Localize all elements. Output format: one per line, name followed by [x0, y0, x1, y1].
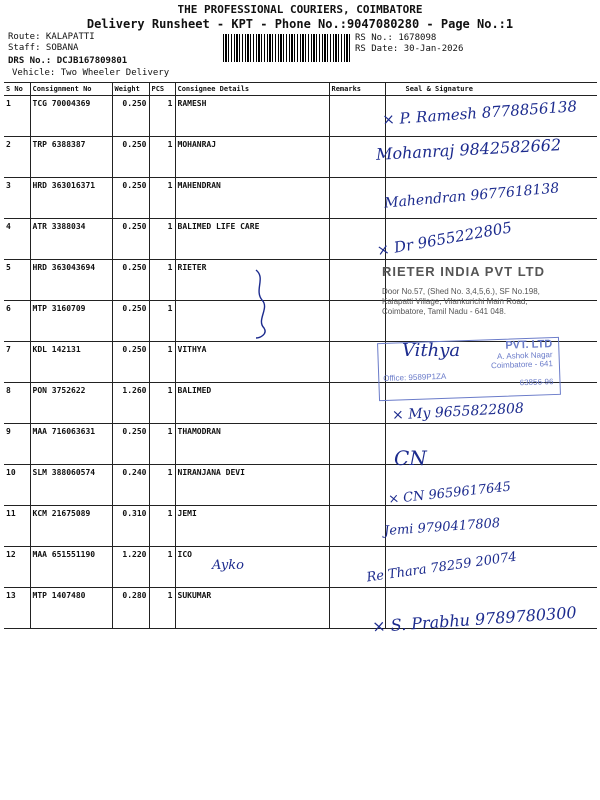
vithya-stamp-line-3: Office: 9589P1ZA	[383, 371, 447, 383]
remarks-cell	[329, 178, 385, 219]
rieter-stamp-name: RIETER INDIA PVT LTD	[382, 264, 545, 279]
cno-cell: SLM 388060574	[30, 465, 112, 506]
route-label: Route: KALAPATTI	[8, 32, 95, 42]
sno-cell: 7	[4, 342, 30, 383]
signature-row-13: × S. Prabhu 9789780300	[371, 602, 578, 637]
pcs-cell: 1	[149, 301, 175, 342]
cno-cell: PON 3752622	[30, 383, 112, 424]
sno-cell: 13	[4, 588, 30, 629]
vithya-stamp-line-4: 63856-96	[519, 377, 554, 388]
sno-cell: 10	[4, 465, 30, 506]
consignee-cell: NIRANJANA DEVI	[175, 465, 329, 506]
signature-row-4: × Dr 9655222805	[375, 218, 514, 260]
rieter-stamp-line-2: Kalapatti Village, Vilankurichi Main Road,	[382, 297, 528, 306]
signature-row-10: × CN 9659617645	[387, 479, 512, 508]
weight-cell: 0.250	[112, 424, 149, 465]
consignee-cell: ICO	[175, 547, 329, 588]
rieter-stamp-line-1: Door No.57, (Shed No. 3,4,5,6.), SF No.198,	[382, 287, 540, 296]
vithya-stamp-line-1: A. Ashok Nagar	[496, 350, 553, 362]
weight-cell: 0.250	[112, 260, 149, 301]
weight-cell: 0.250	[112, 301, 149, 342]
table-row	[4, 424, 597, 465]
consignee-cell: MAHENDRAN	[175, 178, 329, 219]
pcs-cell: 1	[149, 137, 175, 178]
weight-cell: 0.280	[112, 588, 149, 629]
pcs-cell: 1	[149, 506, 175, 547]
table-header-row	[4, 83, 597, 96]
page-title: THE PROFESSIONAL COURIERS, COIMBATORE	[177, 3, 423, 16]
pcs-cell: 1	[149, 424, 175, 465]
cno-cell: MAA 651551190	[30, 547, 112, 588]
drs-label: DRS No.: DCJB167809801	[8, 56, 128, 66]
consignee-cell: RIETER	[175, 260, 329, 301]
rieter-stamp-line-3: Coimbatore, Tamil Nadu - 641 048.	[382, 307, 506, 316]
remarks-cell	[329, 260, 385, 301]
sno-cell: 11	[4, 506, 30, 547]
sno-cell: 9	[4, 424, 30, 465]
sno-cell: 8	[4, 383, 30, 424]
pcs-cell: 1	[149, 342, 175, 383]
cno-cell: HRD 363016371	[30, 178, 112, 219]
staff-label: Staff: SOBANA	[8, 43, 79, 53]
remarks-cell	[329, 383, 385, 424]
rs-date: RS Date: 30-Jan-2026	[355, 44, 464, 54]
signature-row-8: × My 9655822808	[391, 400, 525, 424]
sno-cell: 12	[4, 547, 30, 588]
signature-row-3: Mahendran 9677618138	[383, 180, 560, 212]
col-sno: S No	[4, 83, 30, 96]
weight-cell: 1.220	[112, 547, 149, 588]
cno-cell: KDL 142131	[30, 342, 112, 383]
cno-cell: MAA 716063631	[30, 424, 112, 465]
remarks-cell	[329, 506, 385, 547]
consignee-cell: VITHYA	[175, 342, 329, 383]
table-row	[4, 506, 597, 547]
cno-cell: TCG 70004369	[30, 96, 112, 137]
signature-row-7: Vithya	[402, 340, 461, 361]
consignee-cell: MOHANRAJ	[175, 137, 329, 178]
rs-number: RS No.: 1678098	[355, 33, 437, 43]
cno-cell: MTP 1407480	[30, 588, 112, 629]
signature-row-1: × P. Ramesh 8778856138	[381, 97, 578, 129]
rieter-stamp	[382, 264, 592, 317]
signature-row-2: Mohanraj 9842582662	[375, 135, 562, 164]
remarks-cell	[329, 465, 385, 506]
consignee-cell: BALIMED LIFE CARE	[175, 219, 329, 260]
weight-cell: 0.310	[112, 506, 149, 547]
consignee-cell: BALIMED	[175, 383, 329, 424]
weight-cell: 0.250	[112, 219, 149, 260]
runsheet-subtitle: Delivery Runsheet - KPT - Phone No.:9047080280 - Page No.:1	[86, 17, 514, 31]
brace-mark-icon	[250, 268, 276, 340]
remarks-cell	[329, 301, 385, 342]
weight-cell: 0.240	[112, 465, 149, 506]
pcs-cell: 1	[149, 547, 175, 588]
weight-cell: 0.250	[112, 137, 149, 178]
pcs-cell: 1	[149, 178, 175, 219]
sno-cell: 2	[4, 137, 30, 178]
barcode-icon	[223, 34, 351, 62]
remark-row-12: Ayko	[212, 558, 244, 573]
pcs-cell: 1	[149, 588, 175, 629]
col-weight: Weight	[112, 83, 149, 96]
pcs-cell: 1	[149, 260, 175, 301]
remarks-cell	[329, 424, 385, 465]
vithya-stamp-name: PVT. LTD	[505, 338, 553, 352]
weight-cell: 0.250	[112, 178, 149, 219]
remarks-cell	[329, 96, 385, 137]
pcs-cell: 1	[149, 383, 175, 424]
sno-cell: 3	[4, 178, 30, 219]
col-consignment: Consignment No	[30, 83, 112, 96]
cno-cell: MTP 3160709	[30, 301, 112, 342]
consignee-cell: RAMESH	[175, 96, 329, 137]
signature-row-9: CN	[394, 446, 427, 470]
consignee-cell: JEMI	[175, 506, 329, 547]
col-signature: Seal & Signature	[385, 83, 597, 96]
vithya-stamp-line-2: Coimbatore - 641	[490, 359, 554, 371]
sno-cell: 5	[4, 260, 30, 301]
weight-cell: 0.250	[112, 342, 149, 383]
pcs-cell: 1	[149, 96, 175, 137]
vehicle-label: Vehicle: Two Wheeler Delivery	[12, 68, 170, 78]
col-pcs: PCS	[149, 83, 175, 96]
col-remarks: Remarks	[329, 83, 385, 96]
pcs-cell: 1	[149, 219, 175, 260]
cno-cell: TRP 6388387	[30, 137, 112, 178]
col-consignee: Consignee Details	[175, 83, 329, 96]
sno-cell: 4	[4, 219, 30, 260]
cno-cell: KCM 21675089	[30, 506, 112, 547]
consignee-cell: SUKUMAR	[175, 588, 329, 629]
weight-cell: 0.250	[112, 96, 149, 137]
sno-cell: 1	[4, 96, 30, 137]
signature-row-11: Jemi 9790417808	[383, 515, 501, 540]
cno-cell: ATR 3388034	[30, 219, 112, 260]
pcs-cell: 1	[149, 465, 175, 506]
signature-row-12: Re Thara 78259 20074	[365, 549, 518, 586]
sno-cell: 6	[4, 301, 30, 342]
cno-cell: HRD 363043694	[30, 260, 112, 301]
weight-cell: 1.260	[112, 383, 149, 424]
consignee-cell: THAMODRAN	[175, 424, 329, 465]
